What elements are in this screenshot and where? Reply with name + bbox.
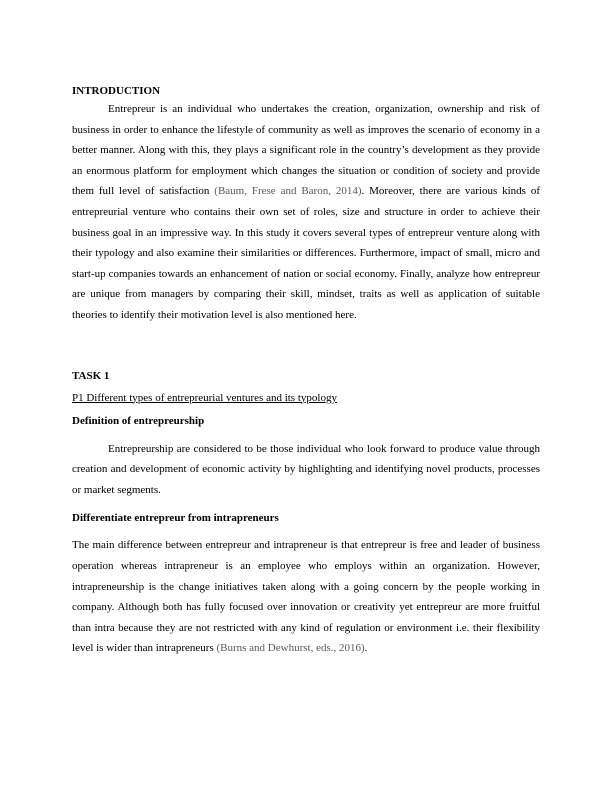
- difference-citation: (Burns and Dewhurst, eds., 2016): [216, 642, 365, 655]
- intro-text-part-2: . Moreover, there are various kinds of entrepreurial venture who contains their own set of roles, size and structure in order to achieve their business goal in an impressive way. In this study it covers several types of entrepreur venture along with their typology and also examine their similarities or differences. Furthermore, impact of small, micro and start-up companies towards an enhancement of nation or social economy. Finally, analyze how entrepreur are unique from managers by comparing their skill, mindset, traits as well as application of suitable theories to identify their motivation level is also mentioned here.: [72, 185, 540, 321]
- introduction-paragraph: [72, 99, 540, 326]
- definition-paragraph: Entrepreurship are considered to be those individual who look forward to produce value through creation and development of economic activity by highlighting and identifying novel products, processes or market segments.: [72, 442, 540, 496]
- task1-heading: TASK 1: [72, 369, 110, 382]
- difference-heading: Differentiate entrepreur from intrapreneurs: [72, 512, 279, 525]
- definition-heading: Definition of entrepreurship: [72, 414, 205, 427]
- difference-paragraph: [72, 535, 540, 659]
- difference-text-part-1: The main difference between entrepreur and intrapreneur is that entrepreur is free and leader of business operation whereas intrapreneur is an employee who employs within an organization. However, intrapreneurship is the change initiatives taken along with a going concern by the people working in company. Although both has fully focused over innovation or creativity yet entrepreur are more fruitful than intra because they are not restricted with any kind of regulation or environment i.e. their flexibility level is wider than intrapreneurs: [72, 539, 540, 655]
- difference-text-part-2: .: [364, 642, 368, 655]
- intro-text-part-1: Entrepreur is an individual who undertakes the creation, organization, ownership and risk of business in order to enhance the lifestyle of community as well as improves the scenario of economy in a better manner. Along with this, they plays a significant role in the country’s development as they provide an enormous platform for employment which changes the situation or condition of society and provide them full level of satisfaction: [72, 103, 540, 198]
- task1-subheading: P1 Different types of entrepreurial ventures and its typology: [72, 391, 337, 404]
- introduction-heading: INTRODUCTION: [72, 85, 161, 97]
- intro-citation: (Baum, Frese and Baron, 2014): [214, 185, 362, 198]
- document-page: [72, 84, 540, 659]
